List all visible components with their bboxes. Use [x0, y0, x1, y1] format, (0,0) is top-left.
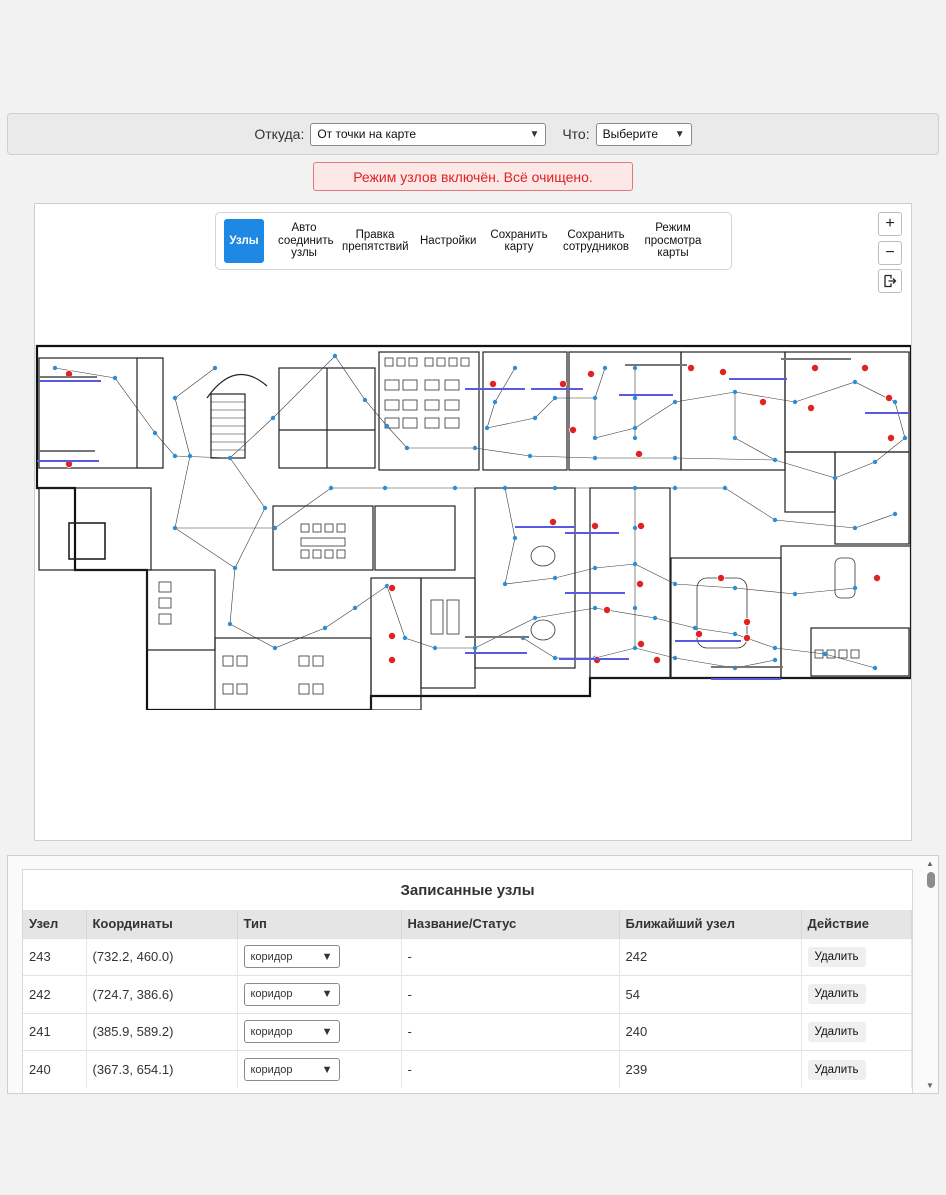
node-type-value: коридор: [250, 988, 293, 1001]
col-node: Узел: [23, 910, 86, 938]
node-action-cell: [801, 1013, 912, 1051]
what-select[interactable]: [596, 123, 692, 146]
status-alert: Режим узлов включён. Всё очищено.: [313, 162, 633, 191]
node-id: 240: [23, 1051, 86, 1089]
node-coords: (724.7, 386.6): [86, 976, 237, 1014]
chevron-down-icon: ▼: [321, 950, 333, 963]
nodes-table-title: Записанные узлы: [400, 881, 535, 899]
node-coords: (385.9, 589.2): [86, 1013, 237, 1051]
scrollbar-thumb[interactable]: [927, 872, 935, 888]
node-type-select[interactable]: [244, 945, 340, 968]
node-type-cell: [237, 938, 401, 976]
scroll-down-icon[interactable]: ▼: [926, 1081, 934, 1090]
node-name: -: [401, 938, 619, 976]
node-action-cell: [801, 1051, 912, 1089]
from-label: Откуда:: [254, 126, 305, 142]
floor-plan[interactable]: [35, 338, 911, 710]
table-header-row: [23, 910, 912, 938]
node-type-select[interactable]: [244, 1020, 340, 1043]
nodes-table-panel: [7, 855, 939, 1094]
zoom-in-button[interactable]: +: [878, 212, 902, 236]
node-id: 241: [23, 1013, 86, 1051]
chevron-down-icon: ▼: [321, 988, 333, 1001]
node-nearest: 242: [619, 938, 801, 976]
node-name: -: [401, 1013, 619, 1051]
node-nearest: 240: [619, 1013, 801, 1051]
delete-button[interactable]: Удалить: [808, 984, 866, 1004]
node-name: -: [401, 1051, 619, 1089]
auto-connect-button[interactable]: Авто соединить узлы: [278, 222, 334, 260]
map-panel: [34, 203, 912, 841]
node-type-value: коридор: [250, 950, 293, 963]
settings-button[interactable]: Настройки: [420, 234, 477, 247]
chevron-down-icon: ▼: [321, 1063, 333, 1076]
chevron-down-icon: ▼: [529, 128, 540, 140]
col-coords: Координаты: [86, 910, 237, 938]
delete-button[interactable]: Удалить: [808, 1022, 866, 1042]
zoom-out-button[interactable]: −: [878, 241, 902, 265]
node-id: 242: [23, 976, 86, 1014]
table-scrollbar[interactable]: [924, 857, 937, 1092]
col-name: Название/Статус: [401, 910, 619, 938]
exit-button[interactable]: [878, 269, 902, 293]
node-type-select[interactable]: [244, 1058, 340, 1081]
chevron-down-icon: ▼: [674, 128, 685, 140]
node-coords: (367.3, 654.1): [86, 1051, 237, 1089]
node-nearest: 239: [619, 1051, 801, 1089]
node-action-cell: [801, 938, 912, 976]
from-select[interactable]: [310, 123, 546, 146]
view-mode-button[interactable]: Режим просмотра карты: [644, 222, 702, 260]
scroll-up-icon[interactable]: ▲: [926, 859, 934, 868]
node-type-value: коридор: [250, 1025, 293, 1038]
node-action-cell: [801, 976, 912, 1014]
col-nearest: Ближайший узел: [619, 910, 801, 938]
table-row: [23, 938, 912, 976]
node-type-cell: [237, 1051, 401, 1089]
node-coords: (732.2, 460.0): [86, 938, 237, 976]
table-row: [23, 1013, 912, 1051]
node-id: 243: [23, 938, 86, 976]
col-action: Действие: [801, 910, 912, 938]
nodes-table: [22, 869, 913, 1094]
save-staff-button[interactable]: Сохранить сотрудников: [562, 228, 630, 253]
node-type-cell: [237, 1013, 401, 1051]
node-type-cell: [237, 976, 401, 1014]
map-toolbar: [215, 212, 732, 270]
table-row: [23, 976, 912, 1014]
node-type-value: коридор: [250, 1063, 293, 1076]
nodes-button[interactable]: Узлы: [224, 219, 264, 263]
from-select-value: От точки на карте: [317, 127, 417, 141]
route-bar: [7, 113, 939, 155]
chevron-down-icon: ▼: [321, 1025, 333, 1038]
table-row: [23, 1051, 912, 1089]
delete-button[interactable]: Удалить: [808, 1060, 866, 1080]
what-select-value: Выберите: [602, 127, 659, 141]
node-name: -: [401, 976, 619, 1014]
what-label: Что:: [562, 126, 590, 142]
edit-obstacles-button[interactable]: Правка препятствий: [342, 228, 409, 253]
node-nearest: 54: [619, 976, 801, 1014]
node-type-select[interactable]: [244, 983, 340, 1006]
exit-icon: [883, 274, 897, 288]
delete-button[interactable]: Удалить: [808, 947, 866, 967]
save-map-button[interactable]: Сохранить карту: [490, 228, 548, 253]
col-type: Тип: [237, 910, 401, 938]
